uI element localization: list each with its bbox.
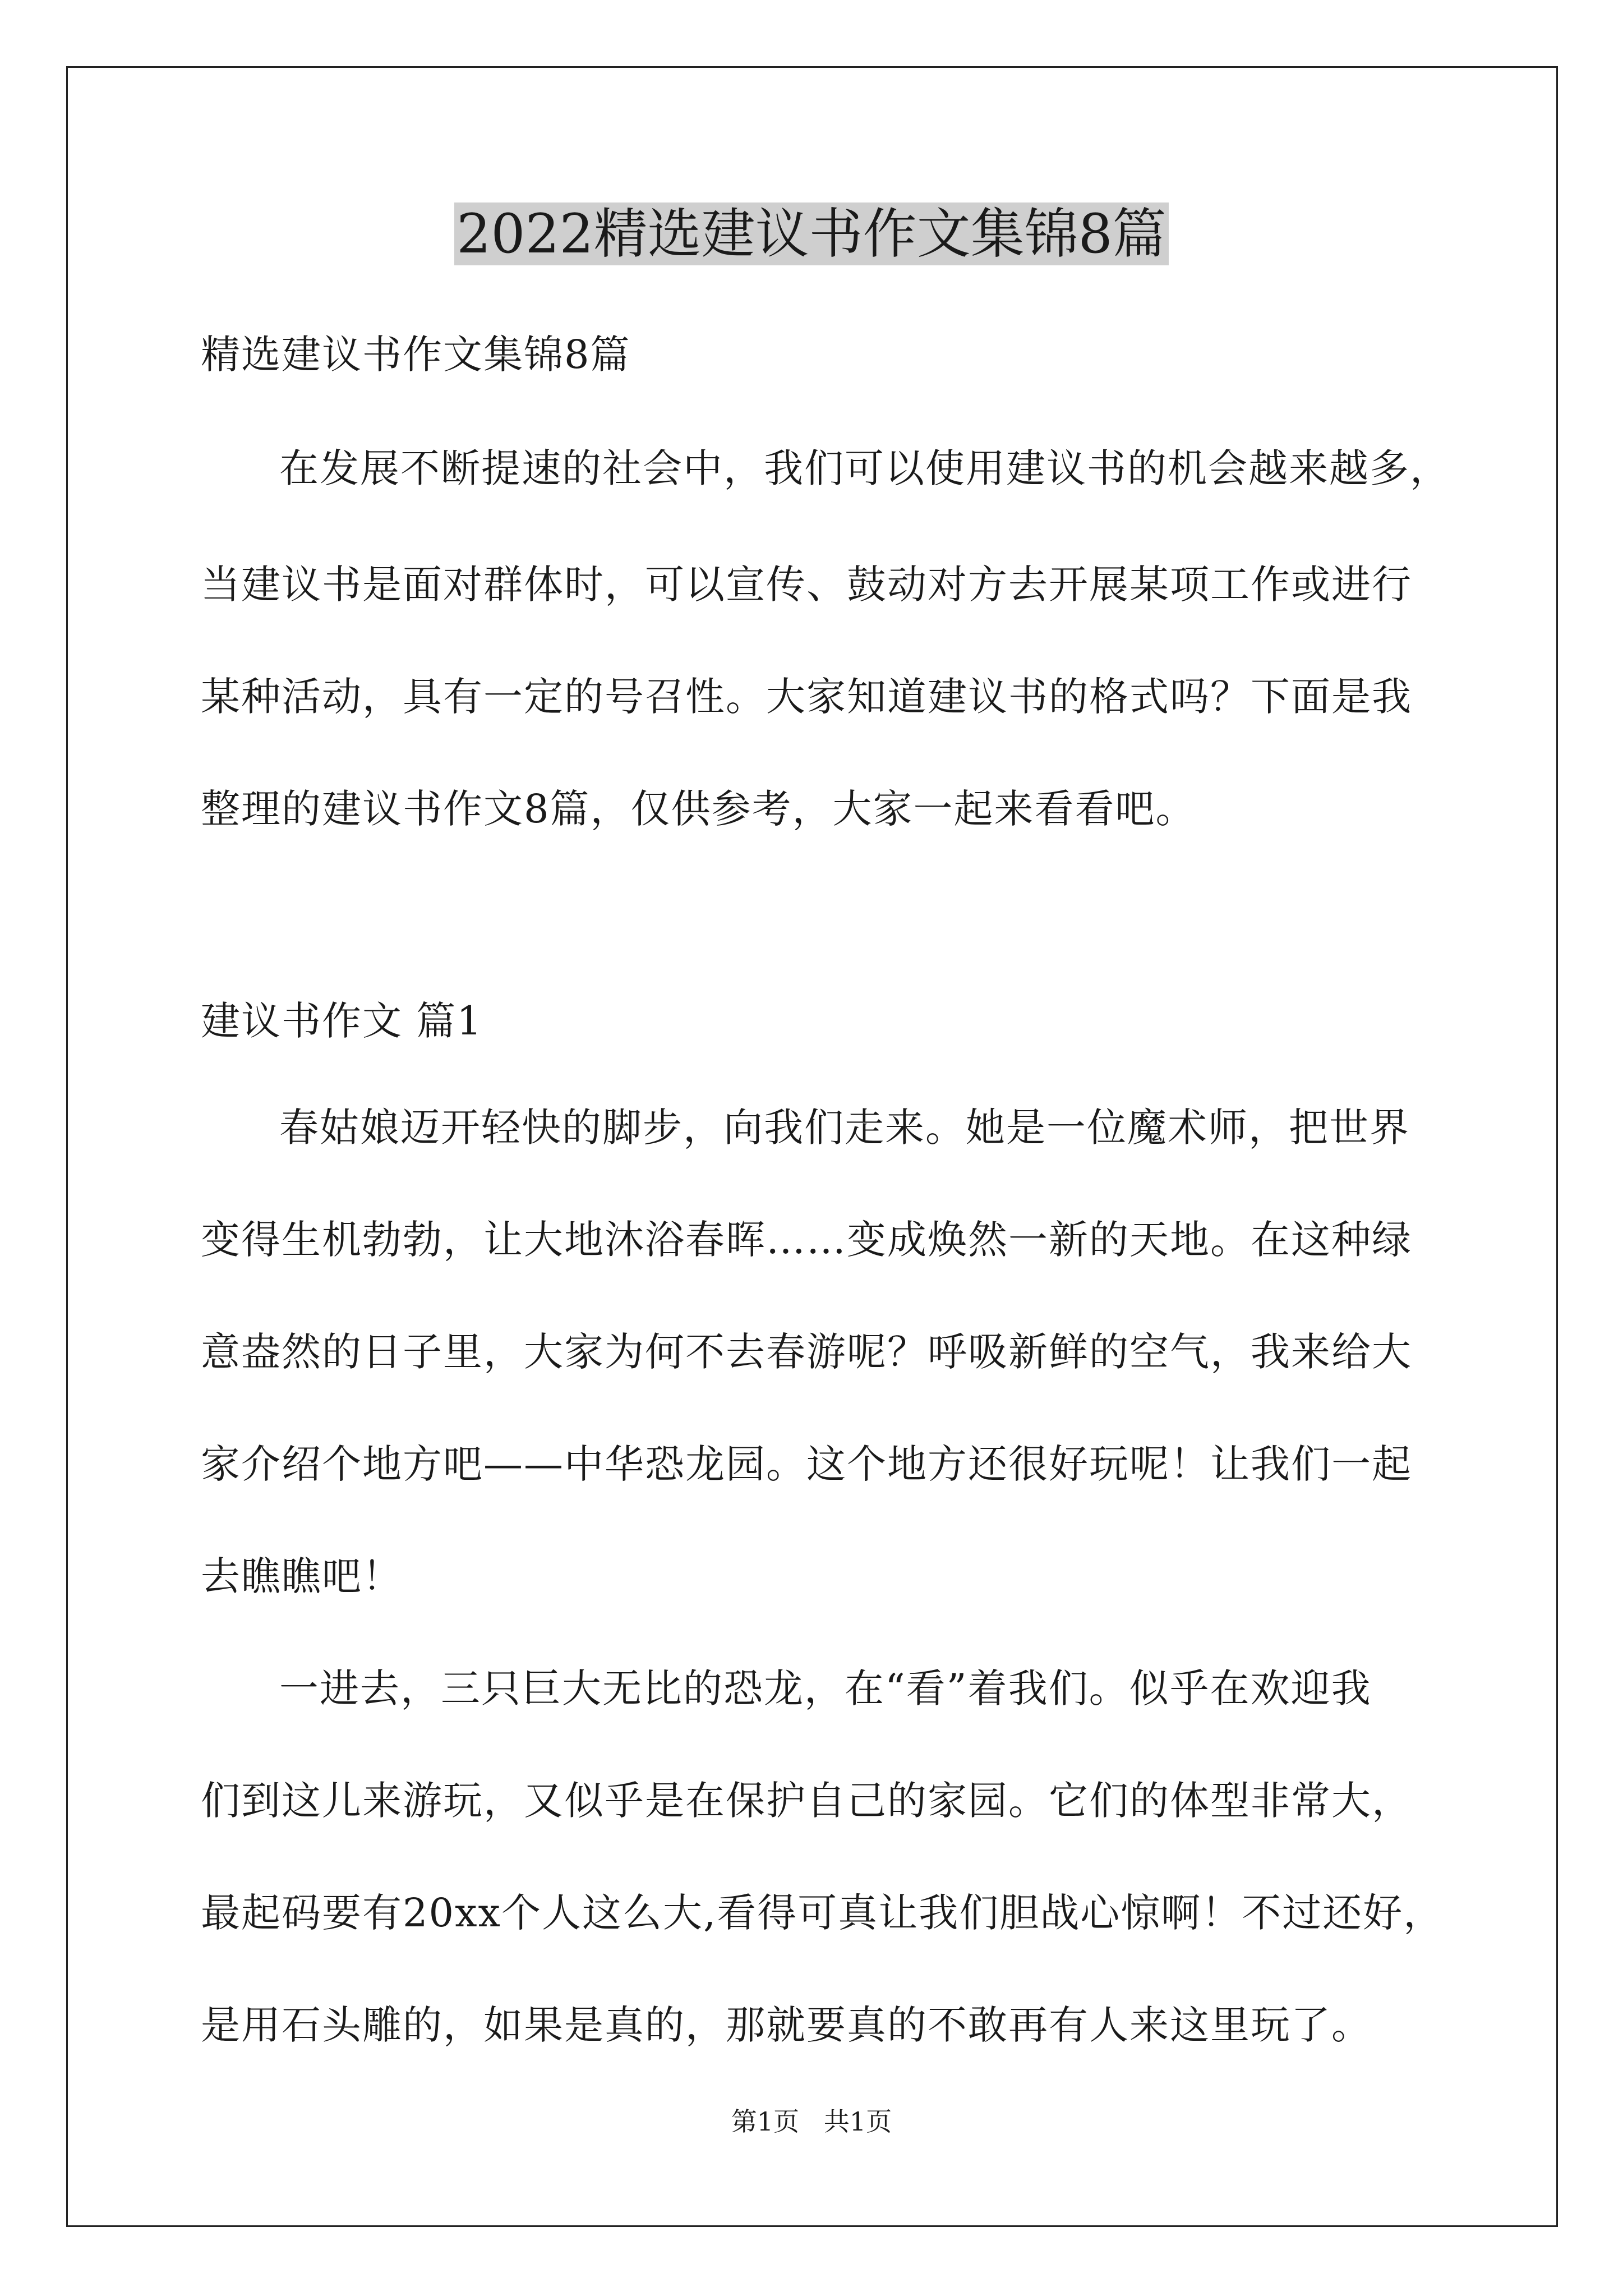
section-heading: 建议书作文 篇1 (201, 998, 483, 1044)
paragraph2-line-3: 最起码要有20xx个人这么大,看得可真让我们胆战心惊啊！不过还好， (201, 1890, 1444, 1936)
paragraph2-line-4: 是用石头雕的，如果是真的，那就要真的不敢再有人来这里玩了。 (201, 2002, 1372, 2048)
paragraph1-line-5: 去瞧瞧吧！ (201, 1553, 403, 1599)
paragraph1-line-2: 变得生机勃勃，让大地沐浴春晖……变成焕然一新的天地。在这种绿 (201, 1217, 1412, 1263)
intro-line-4: 整理的建议书作文8篇，仅供参考，大家一起来看看吧。 (201, 786, 1196, 832)
intro-line-3: 某种活动，具有一定的号召性。大家知道建议书的格式吗？下面是我 (201, 674, 1412, 720)
intro-line-2: 当建议书是面对群体时，可以宣传、鼓动对方去开展某项工作或进行 (201, 562, 1412, 608)
paragraph2-line-2: 们到这儿来游玩，又似乎是在保护自己的家园。它们的体型非常大， (201, 1778, 1412, 1824)
intro-line-1: 在发展不断提速的社会中，我们可以使用建议书的机会越来越多， (279, 445, 1450, 491)
document-title (0, 197, 1623, 270)
document-title-text: 2022精选建议书作文集锦8篇 (454, 203, 1168, 265)
page-footer: 第1页 共1页 (731, 2106, 892, 2137)
paragraph1-line-1: 春姑娘迈开轻快的脚步，向我们走来。她是一位魔术师，把世界 (279, 1105, 1410, 1151)
document-subtitle: 精选建议书作文集锦8篇 (201, 332, 631, 378)
paragraph1-line-3: 意盎然的日子里，大家为何不去春游呢？呼吸新鲜的空气，我来给大 (201, 1329, 1412, 1375)
paragraph1-line-4: 家介绍个地方吧——中华恐龙园。这个地方还很好玩呢！让我们一起 (201, 1441, 1412, 1487)
paragraph2-line-1: 一进去，三只巨大无比的恐龙，在“看”着我们。似乎在欢迎我 (279, 1665, 1372, 1711)
